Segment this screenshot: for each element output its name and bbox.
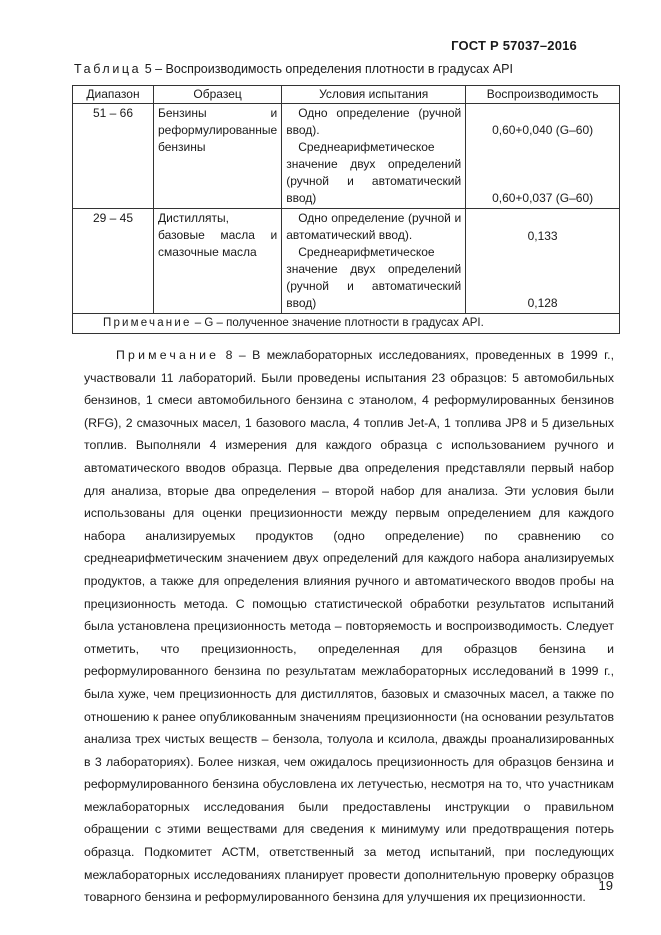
document-code: ГОСТ Р 57037–2016	[451, 38, 577, 53]
table-header-row	[73, 86, 620, 104]
table-row	[73, 104, 620, 209]
reproducibility-single: 0,133	[527, 229, 558, 243]
condition-single: Одно определение (ручной ввод).	[286, 106, 462, 137]
reproducibility-single: 0,60+0,040 (G–60)	[492, 123, 594, 137]
reproducibility-average: 0,60+0,037 (G–60)	[492, 191, 594, 205]
table-note-text: – G – полученное значение плотности в градусах API.	[191, 317, 484, 329]
table-row	[73, 209, 620, 314]
body-note	[84, 344, 614, 909]
condition-average: Среднеарифметическое значение двух определений (ручной и автоматический ввод)	[286, 140, 462, 205]
table-note-row	[73, 314, 620, 334]
table-caption-prefix: Таблица	[74, 62, 142, 76]
range-cell: 51 – 66	[73, 104, 154, 209]
conditions-cell	[282, 209, 466, 314]
table-caption-text: 5 – Воспроизводимость определения плотности в градусах API	[141, 62, 513, 76]
table-note	[73, 314, 620, 334]
reproducibility-cell	[466, 209, 620, 314]
reproducibility-table	[72, 85, 620, 334]
sample-cell: Бензины и реформулированные бензины	[154, 104, 282, 209]
reproducibility-cell	[466, 104, 620, 209]
condition-single: Одно определение (ручной и автоматический ввод).	[286, 211, 462, 242]
table-note-prefix: Примечание	[103, 317, 192, 329]
condition-average: Среднеарифметическое значение двух определений (ручной и автоматический ввод)	[286, 245, 462, 310]
column-header-conditions: Условия испытания	[282, 86, 466, 104]
sample-cell: Дистилляты, базовые масла и смазочные масла	[154, 209, 282, 314]
body-note-paragraph	[84, 344, 614, 909]
table-caption	[74, 62, 513, 76]
column-header-reproducibility: Воспроизводимость	[466, 86, 620, 104]
range-cell: 29 – 45	[73, 209, 154, 314]
column-header-range: Диапазон	[73, 86, 154, 104]
conditions-cell	[282, 104, 466, 209]
column-header-sample: Образец	[154, 86, 282, 104]
body-note-text: 8 – В межлабораторных исследованиях, проведенных в 1999 г., участвовали 11 лабораторий. Были проведены испытания 23 образцов: 5 автомобильных бензинов, 1 смеси автомобильного бензина с этанолом, 4 реформулированных бензинов (RFG), 2 смазочных масел, 1 базового масла, 4 топлив Jet-A, 1 топлива JP8 и 5 дизельных топлив. Выполняли 4 измерения для каждого образца с использованием ручного и автоматического вводов образца. Первые два определения представляли первый набор для анализа, вторые два определения – второй набор для анализа. Эти условия были использованы для оценки прецизионности между первым определением для каждого набора анализируемых продуктов (одно определение) по сравнению со среднеарифметическим значением двух определений для каждого набора анализируемых продуктов, а также для определения влияния ручного и автоматического вводов пробы на прецизионность метода. С помощью статистической обработки результатов испытаний была установлена прецизионность метода – повторяемость и воспроизводимость. Следует отметить, что прецизионность, определенная для образцов бензина и реформулированного бензина по результатам межлабораторных исследований в 1999 г., была хуже, чем прецизионность для дистиллятов, базовых и смазочных масел, а также по отношению к ранее опубликованным значениям прецизионности (на основании результатов анализа трех чистых веществ – бензола, толуола и ксилола, дважды проанализированных в 3 лабораториях). Более низкая, чем ожидалось прецизионность для образцов бензина и реформулированного бензина обусловлена их летучестью, несмотря на то, что участникам межлабораторных исследования были предоставлены инструкции о правильном обращении с этими веществами для сведения к минимуму или предотвращения потерь образца. Подкомитет АСТМ, ответственный за метод испытаний, при последующих межлабораторных исследованиях планирует провести дополнительную проверку образцов товарного бензина и реформулированного бензина для улучшения их прецизионности.	[84, 348, 614, 905]
body-note-prefix: Примечание	[116, 348, 220, 362]
reproducibility-average: 0,128	[527, 296, 558, 310]
page-number: 19	[598, 878, 613, 893]
